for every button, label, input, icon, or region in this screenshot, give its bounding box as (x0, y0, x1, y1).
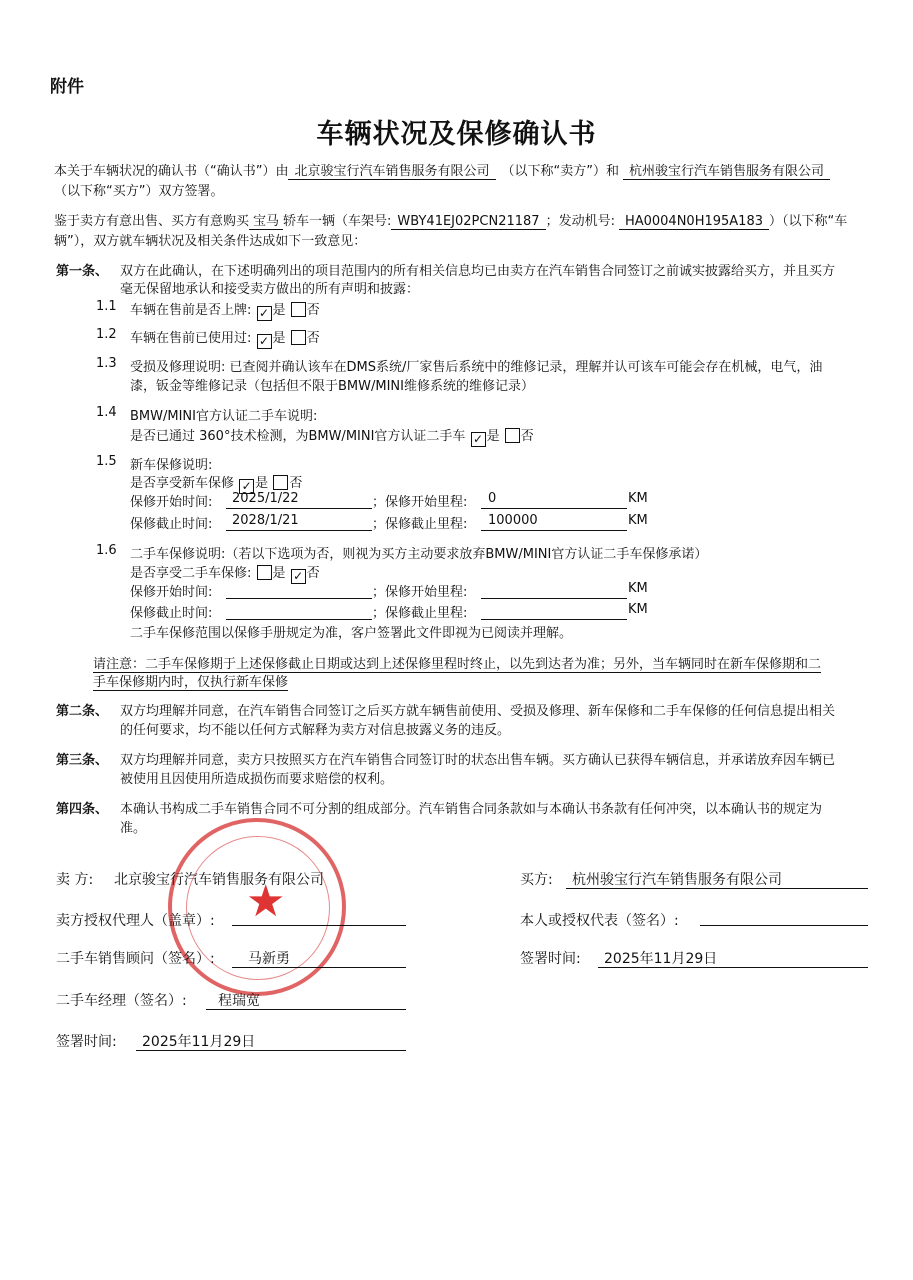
checkbox-no[interactable] (273, 475, 288, 490)
item-1-1 (130, 299, 320, 321)
underline (226, 619, 372, 620)
checkbox-yes[interactable]: ✓ (471, 432, 486, 447)
intro-text: 鉴于卖方有意出售、买方有意购买 (54, 214, 250, 229)
underline (226, 508, 372, 509)
advisor-signature: 马新勇 (248, 951, 290, 967)
field-label: ；保修开始里程: (372, 585, 468, 600)
item-title: 新车保修说明: (130, 458, 213, 473)
advisor-label: 二手车销售顾问（签名）: (56, 951, 215, 967)
item-text: 车辆在售前已使用过: (130, 331, 252, 346)
no-label: 否 (306, 331, 320, 346)
field-label: 保修截止时间: (130, 606, 213, 621)
manager-label: 二手车经理（签名）: (56, 993, 187, 1009)
intro-text: （以下称“卖方”）和 (501, 164, 619, 179)
intro-line-1 (54, 160, 830, 180)
intro-text: 本关于车辆状况的确认书（“确认书”）由 (54, 164, 289, 179)
item-1-4-question (130, 425, 534, 447)
underline (481, 619, 627, 620)
km-unit: KM (628, 491, 648, 506)
field-label: 保修开始时间: (130, 495, 213, 510)
underline (481, 508, 627, 509)
no-label: 否 (289, 476, 303, 491)
item-number: 1.4 (96, 405, 117, 420)
item-title: 二手车保修说明:（若以下选项为否，则视为买方主动要求放弃BMW/MINI官方认证二手车保修承诺） (130, 547, 708, 562)
article-1-text: 毫无保留地承认和接受卖方做出的所有声明和披露： (120, 282, 420, 297)
km-unit: KM (628, 581, 648, 596)
article-2-label: 第二条、 (56, 704, 109, 719)
buyer-rep-sign-line[interactable] (700, 925, 868, 926)
yes-label: 是 (272, 566, 286, 581)
article-1-text: 双方在此确认，在下述明确列出的项目范围内的所有相关信息均已由卖方在汽车销售合同签订之前诚实披露给买方，并且买方 (120, 264, 836, 279)
no-label: 否 (306, 566, 320, 581)
buyer-rep-label: 本人或授权代表（签名）: (520, 913, 679, 929)
checkbox-yes[interactable]: ✓ (257, 306, 272, 321)
item-number: 1.3 (96, 356, 117, 371)
article-3-label: 第三条、 (56, 753, 109, 768)
notice-text: 手车保修期内时，仅执行新车保修 (93, 671, 288, 691)
notice-text: 请注意：二手车保修期于上述保修截止日期或达到上述保修里程时终止，以先到达者为准；另外，当车辆同时在新车保修期和二 (93, 653, 821, 673)
seller-name-field: 北京骏宝行汽车销售服务有限公司 (288, 160, 495, 180)
field-label: ；保修开始里程: (372, 495, 468, 510)
seller-agent-label: 卖方授权代理人（盖章）: (56, 913, 215, 929)
seller-label: 卖 方: (56, 872, 94, 888)
item-text: 是否享受新车保修 (130, 476, 235, 491)
underline (481, 530, 627, 531)
article-4-text: 本确认书构成二手车销售合同不可分割的组成部分。汽车销售合同条款如与本确认书条款有任何冲突，以本确认书的规定为 (120, 802, 823, 817)
intro-text: 轿车一辆（车架号: (283, 214, 392, 229)
yes-label: 是 (272, 303, 286, 318)
underline (226, 598, 372, 599)
field-label: ；保修截止里程: (372, 517, 468, 532)
warranty-end-km: 100000 (488, 513, 538, 528)
item-text: 漆，钣金等维修记录（包括但不限于BMW/MINI维修系统的维修记录） (130, 379, 534, 394)
checkbox-no[interactable] (291, 302, 306, 317)
seller-sign-date: 2025年11月29日 (142, 1034, 256, 1050)
checkbox-no[interactable] (505, 428, 520, 443)
item-number: 1.2 (96, 327, 117, 342)
engine-number-field: HA0004N0H195A183 (619, 214, 769, 230)
km-unit: KM (628, 513, 648, 528)
checkbox-no[interactable]: ✓ (291, 569, 306, 584)
no-label: 否 (306, 303, 320, 318)
item-number: 1.6 (96, 543, 117, 558)
yes-label: 是 (255, 476, 269, 491)
item-text: 车辆在售前是否上牌: (130, 303, 252, 318)
item-text: 是否已通过 360°技术检测，为BMW/MINI官方认证二手车 (130, 429, 466, 444)
article-3-text: 双方均理解并同意，卖方只按照买方在汽车销售合同签订时的状态出售车辆。买方确认已获得车辆信息，并承诺放弃因车辆已 (120, 753, 836, 768)
attachment-label: 附件 (50, 77, 84, 97)
field-label: ；保修截止里程: (372, 606, 468, 621)
item-number: 1.5 (96, 454, 117, 469)
field-label: 保修开始时间: (130, 585, 213, 600)
article-2-text: 双方均理解并同意，在汽车销售合同签订之后买方就车辆售前使用、受损及修理、新车保修和二手车保修的任何信息提出相关 (120, 704, 836, 719)
article-2-text: 的任何要求，均不能以任何方式解释为卖方对信息披露义务的违反。 (120, 723, 511, 738)
checkbox-yes[interactable]: ✓ (239, 479, 254, 494)
checkbox-no[interactable] (291, 330, 306, 345)
item-1-2 (130, 327, 320, 349)
article-4-label: 第四条、 (56, 802, 109, 817)
intro-text: 辆”），双方就车辆状况及相关条件达成如下一致意见： (54, 234, 367, 249)
scope-text: 二手车保修范围以保修手册规定为准，客户签署此文件即视为已阅读并理解。 (130, 626, 573, 641)
article-3-text: 被使用且因使用所造成损伤而要求赔偿的权利。 (120, 772, 394, 787)
manager-signature: 程瑞宽 (218, 993, 260, 1009)
seller-agent-sign-line[interactable] (232, 925, 406, 926)
checkbox-yes[interactable] (257, 565, 272, 580)
item-number: 1.1 (96, 299, 117, 314)
item-text: 受损及修理说明: 已查阅并确认该车在DMS系统/厂家售后系统中的维修记录，理解并认可该车可能会存在机械，电气，油 (130, 360, 823, 375)
item-text: 是否享受二手车保修: (130, 566, 252, 581)
yes-label: 是 (486, 429, 500, 444)
document-title: 车辆状况及保修确认书 (316, 119, 597, 150)
underline (481, 598, 627, 599)
buyer-name-field: 杭州骏宝行汽车销售服务有限公司 (623, 160, 830, 180)
buyer-date-label: 签署时间: (520, 951, 581, 967)
intro-text: ；发动机号: (545, 214, 615, 229)
seal-star-icon: ★ (246, 876, 286, 927)
underline (226, 530, 372, 531)
intro-line-2 (54, 210, 847, 230)
checkbox-yes[interactable]: ✓ (257, 334, 272, 349)
no-label: 否 (520, 429, 534, 444)
buyer-sign-date: 2025年11月29日 (604, 951, 718, 967)
article-4-text: 准。 (120, 821, 147, 836)
seller-name: 北京骏宝行汽车销售服务有限公司 (114, 872, 324, 888)
warranty-start-time: 2025/1/22 (232, 491, 299, 506)
item-text: BMW/MINI官方认证二手车说明: (130, 409, 318, 424)
warranty-start-km: 0 (488, 491, 497, 506)
intro-text: ）（以下称“车 (769, 214, 848, 229)
vin-field: WBY41EJ02PCN21187 (391, 214, 545, 230)
field-label: 保修截止时间: (130, 517, 213, 532)
km-unit: KM (628, 602, 648, 617)
buyer-label: 买方: (520, 872, 553, 888)
yes-label: 是 (272, 331, 286, 346)
brand-field: 宝马 (249, 210, 283, 230)
seller-date-label: 签署时间: (56, 1034, 117, 1050)
article-1-label: 第一条、 (56, 264, 109, 279)
intro-text: （以下称“买方”）双方签署。 (54, 184, 224, 199)
warranty-end-time: 2028/1/21 (232, 513, 299, 528)
buyer-name: 杭州骏宝行汽车销售服务有限公司 (572, 872, 782, 888)
